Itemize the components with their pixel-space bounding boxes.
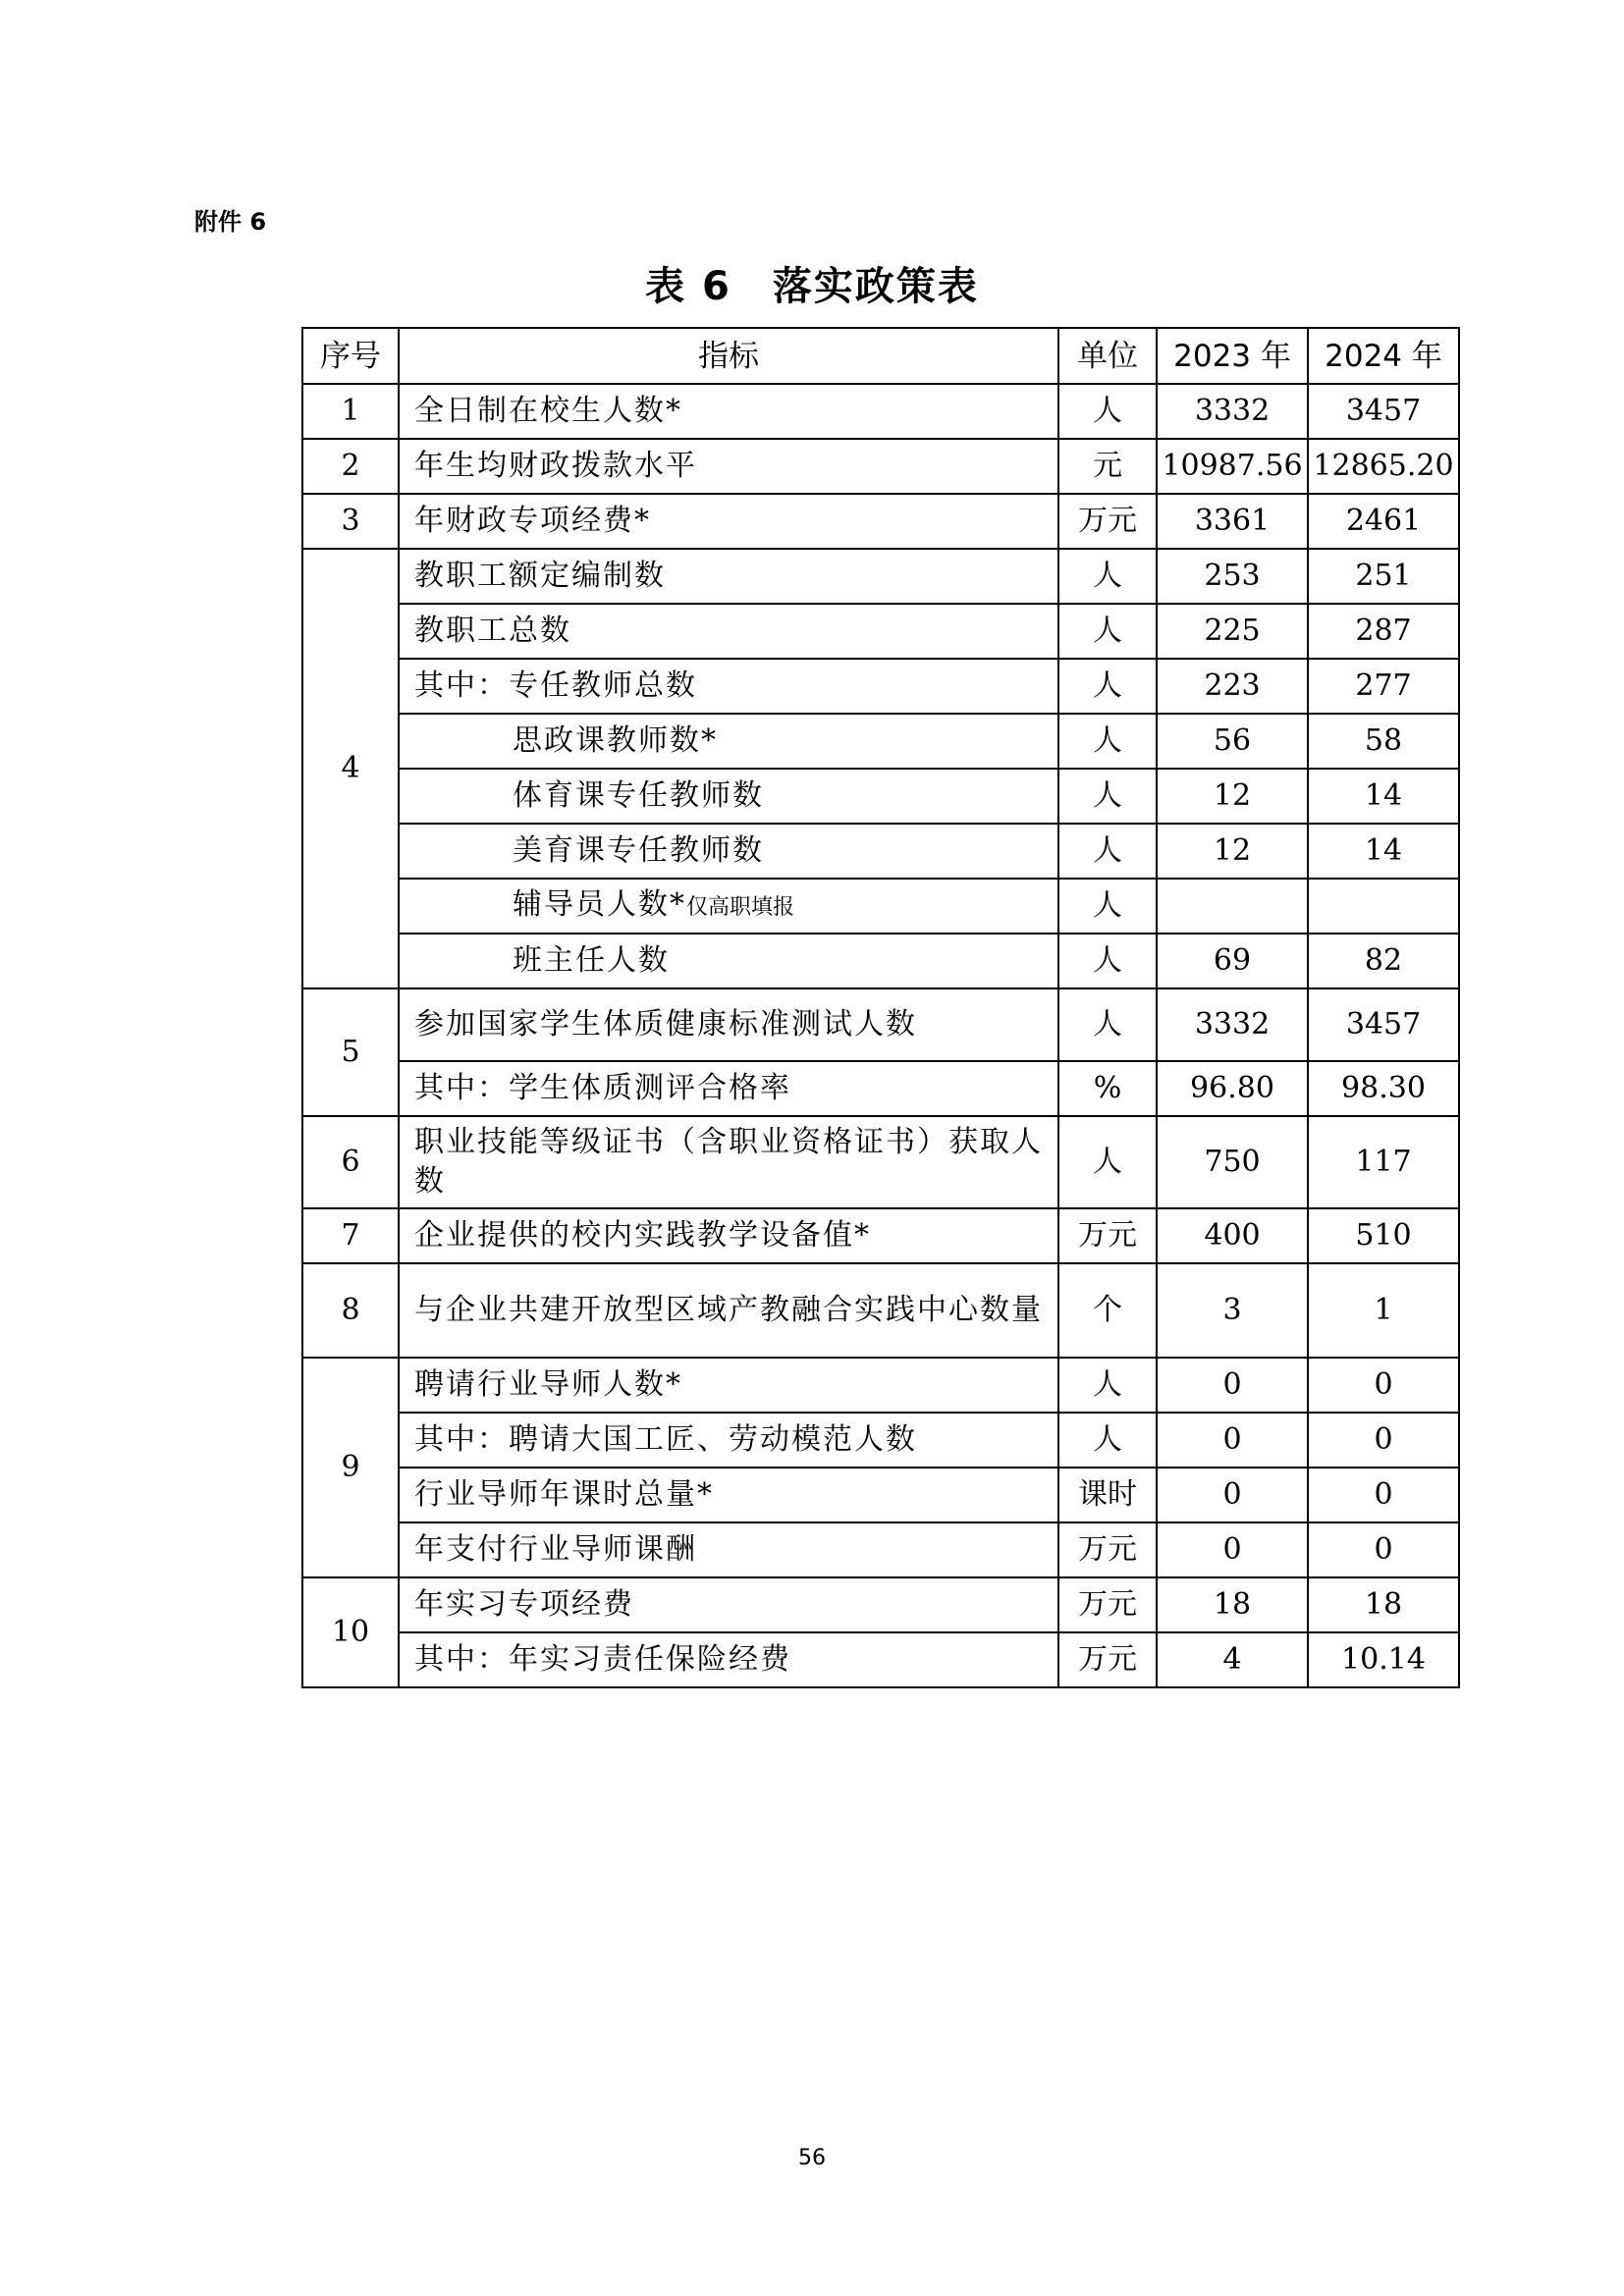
- table-row: [302, 769, 1459, 824]
- value-2024: [1308, 879, 1459, 934]
- header-indicator: 指标: [399, 328, 1058, 384]
- table-row: [302, 1208, 1459, 1263]
- indicator-text: 辅导员人数*: [513, 886, 686, 922]
- table-row: [302, 439, 1459, 494]
- table-row: [302, 549, 1459, 604]
- indicator-cell: 教职工额定编制数: [399, 549, 1058, 604]
- unit-cell: 人: [1058, 549, 1157, 604]
- indicator-cell: [399, 1413, 1058, 1468]
- table-row: [302, 1263, 1459, 1358]
- indicator-cell: [399, 879, 1058, 934]
- row-number: 6: [302, 1116, 399, 1208]
- unit-cell: 万元: [1058, 1632, 1157, 1687]
- value-2023: 12: [1157, 824, 1308, 879]
- value-2023: [1157, 879, 1308, 934]
- table-row: [302, 494, 1459, 549]
- indicator-cell: 年实习专项经费: [399, 1577, 1058, 1632]
- unit-cell: 课时: [1058, 1468, 1157, 1522]
- row-number: 5: [302, 988, 399, 1116]
- header-no: 序号: [302, 328, 399, 384]
- value-2023: 3332: [1157, 384, 1308, 439]
- value-2024: 0: [1308, 1358, 1459, 1413]
- table-row: [302, 988, 1459, 1061]
- value-2024: 18: [1308, 1577, 1459, 1632]
- indicator-cell: 年生均财政拨款水平: [399, 439, 1058, 494]
- row-number: 4: [302, 549, 399, 988]
- indicator-cell: 年财政专项经费*: [399, 494, 1058, 549]
- value-2024: 0: [1308, 1413, 1459, 1468]
- value-2023: 18: [1157, 1577, 1308, 1632]
- value-2024: 14: [1308, 824, 1459, 879]
- table-row: [302, 1358, 1459, 1413]
- indicator-cell: 全日制在校生人数*: [399, 384, 1058, 439]
- indicator-cell: 行业导师年课时总量*: [399, 1468, 1058, 1522]
- value-2023: 10987.56: [1157, 439, 1308, 494]
- table-row: [302, 1413, 1459, 1468]
- value-2023: 750: [1157, 1116, 1308, 1208]
- row-number: 1: [302, 384, 399, 439]
- row-number: 10: [302, 1577, 399, 1687]
- value-2024: 277: [1308, 659, 1459, 714]
- indicator-cell: 职业技能等级证书（含职业资格证书）获取人数: [399, 1116, 1058, 1208]
- indicator-cell: 班主任人数: [399, 934, 1058, 988]
- unit-cell: 人: [1058, 988, 1157, 1061]
- unit-cell: 人: [1058, 659, 1157, 714]
- value-2024: 287: [1308, 604, 1459, 659]
- indicator-text: 其中：聘请大国工匠、劳动模范人数: [414, 1422, 917, 1457]
- row-number: 3: [302, 494, 399, 549]
- unit-cell: 人: [1058, 1413, 1157, 1468]
- value-2024: 0: [1308, 1522, 1459, 1577]
- value-2023: 56: [1157, 714, 1308, 769]
- table-title: 表 6 落实政策表: [645, 264, 979, 309]
- value-2023: 0: [1157, 1358, 1308, 1413]
- indicator-cell: 年支付行业导师课酬: [399, 1522, 1058, 1577]
- value-2023: 400: [1157, 1208, 1308, 1263]
- unit-cell: 人: [1058, 824, 1157, 879]
- value-2023: 253: [1157, 549, 1308, 604]
- table-row: [302, 1577, 1459, 1632]
- row-number: 7: [302, 1208, 399, 1263]
- unit-cell: 人: [1058, 384, 1157, 439]
- table-row: [302, 384, 1459, 439]
- row-number: 8: [302, 1263, 399, 1358]
- value-2024: 117: [1308, 1116, 1459, 1208]
- unit-cell: 万元: [1058, 1208, 1157, 1263]
- table-row: [302, 1632, 1459, 1687]
- indicator-cell: 其中：学生体质测评合格率: [399, 1061, 1058, 1116]
- value-2024: 82: [1308, 934, 1459, 988]
- unit-cell: 人: [1058, 1358, 1157, 1413]
- value-2024: 0: [1308, 1468, 1459, 1522]
- value-2023: 69: [1157, 934, 1308, 988]
- table-row: [302, 824, 1459, 879]
- unit-cell: 元: [1058, 439, 1157, 494]
- unit-cell: 万元: [1058, 1522, 1157, 1577]
- table-row: [302, 879, 1459, 934]
- unit-cell: 人: [1058, 604, 1157, 659]
- unit-cell: 人: [1058, 1116, 1157, 1208]
- value-2023: 3: [1157, 1263, 1308, 1358]
- value-2024: 510: [1308, 1208, 1459, 1263]
- table-row: [302, 1061, 1459, 1116]
- row-number: 2: [302, 439, 399, 494]
- value-2023: 225: [1157, 604, 1308, 659]
- indicator-cell: 体育课专任教师数: [399, 769, 1058, 824]
- header-unit: 单位: [1058, 328, 1157, 384]
- indicator-cell: 美育课专任教师数: [399, 824, 1058, 879]
- value-2023: 12: [1157, 769, 1308, 824]
- value-2024: 14: [1308, 769, 1459, 824]
- value-2024: 58: [1308, 714, 1459, 769]
- value-2023: 223: [1157, 659, 1308, 714]
- attachment-label: 附件 6: [194, 208, 267, 236]
- unit-cell: 万元: [1058, 494, 1157, 549]
- indicator-cell: 企业提供的校内实践教学设备值*: [399, 1208, 1058, 1263]
- policy-table: [301, 327, 1460, 1688]
- indicator-cell: 聘请行业导师人数*: [399, 1358, 1058, 1413]
- value-2024: 1: [1308, 1263, 1459, 1358]
- unit-cell: 人: [1058, 714, 1157, 769]
- table-row: [302, 604, 1459, 659]
- value-2024: 251: [1308, 549, 1459, 604]
- table-row: [302, 1522, 1459, 1577]
- value-2024: 98.30: [1308, 1061, 1459, 1116]
- indicator-cell: 教职工总数: [399, 604, 1058, 659]
- header-2023: 2023 年: [1157, 328, 1308, 384]
- indicator-text: 参加国家学生体质健康标准测试人数: [414, 1007, 917, 1041]
- unit-cell: 万元: [1058, 1577, 1157, 1632]
- value-2024: 12865.20: [1308, 439, 1459, 494]
- value-2023: 0: [1157, 1413, 1308, 1468]
- value-2023: 4: [1157, 1632, 1308, 1687]
- value-2023: 0: [1157, 1468, 1308, 1522]
- unit-cell: 人: [1058, 769, 1157, 824]
- table-row: [302, 714, 1459, 769]
- row-number: 9: [302, 1358, 399, 1577]
- indicator-cell: 其中：年实习责任保险经费: [399, 1632, 1058, 1687]
- indicator-note: 仅高职填报: [686, 894, 795, 920]
- unit-cell: 个: [1058, 1263, 1157, 1358]
- indicator-cell: [399, 988, 1058, 1061]
- value-2023: 3361: [1157, 494, 1308, 549]
- table-row: [302, 659, 1459, 714]
- value-2024: 10.14: [1308, 1632, 1459, 1687]
- value-2023: 96.80: [1157, 1061, 1308, 1116]
- indicator-cell: 与企业共建开放型区域产教融合实践中心数量: [399, 1263, 1058, 1358]
- header-row: [302, 328, 1459, 384]
- table-row: [302, 934, 1459, 988]
- table-row: [302, 1116, 1459, 1208]
- value-2024: 3457: [1308, 384, 1459, 439]
- value-2023: 3332: [1157, 988, 1308, 1061]
- value-2024: 3457: [1308, 988, 1459, 1061]
- value-2023: 0: [1157, 1522, 1308, 1577]
- unit-cell: 人: [1058, 934, 1157, 988]
- header-2024: 2024 年: [1308, 328, 1459, 384]
- unit-cell: %: [1058, 1061, 1157, 1116]
- unit-cell: 人: [1058, 879, 1157, 934]
- page-number: 56: [798, 2146, 826, 2170]
- indicator-cell: 其中：专任教师总数: [399, 659, 1058, 714]
- indicator-cell: 思政课教师数*: [399, 714, 1058, 769]
- value-2024: 2461: [1308, 494, 1459, 549]
- table-row: [302, 1468, 1459, 1522]
